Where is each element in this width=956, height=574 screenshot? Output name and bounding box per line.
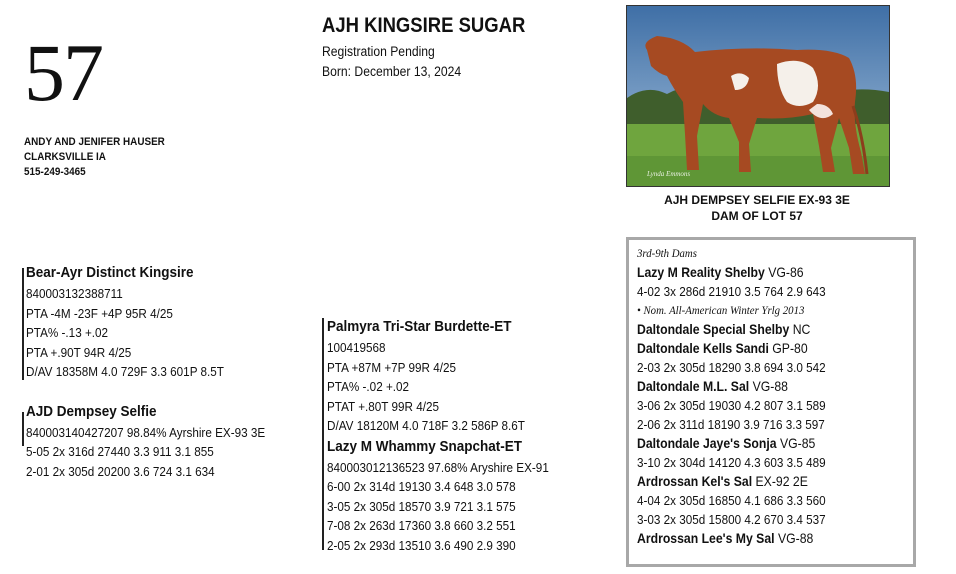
caption-line-1: AJH DEMPSEY SELFIE EX-93 3E <box>664 193 850 207</box>
dam-name: AJD Dempsey Selfie <box>26 402 157 420</box>
mgs-line: D/AV 18120M 4.0 718F 3.2 586P 8.6T <box>327 418 525 433</box>
granddam-name: Lazy M Whammy Snapchat-ET <box>327 437 523 455</box>
dam-record: 3-10 2x 304d 14120 4.3 603 3.5 489 <box>637 455 826 470</box>
caption-line-2: DAM OF LOT 57 <box>711 209 803 223</box>
granddam-line: 2-05 2x 293d 13510 3.6 490 2.9 390 <box>327 537 516 553</box>
registration-status: Registration Pending <box>322 44 435 59</box>
dam-entry: Ardrossan Kel's Sal EX-92 2E <box>637 474 808 489</box>
dams-list <box>637 244 826 548</box>
photo-signature: Lynda Emmons <box>647 170 691 178</box>
dam-record: 3-03 2x 305d 15800 4.2 670 3.4 537 <box>637 512 826 527</box>
animal-name: AJH KINGSIRE SUGAR <box>322 14 526 37</box>
sire-dam-column <box>26 262 265 481</box>
dam-entry: Daltondale Kells Sandi GP-80 <box>637 341 808 356</box>
mgs-line: PTA% -.02 +.02 <box>327 379 410 394</box>
dam-record: 3-06 2x 305d 19030 4.2 807 3.1 589 <box>637 398 826 413</box>
dam-record: 2-06 2x 311d 18190 3.9 716 3.3 597 <box>637 417 825 432</box>
mgs-line: PTA +87M +7P 99R 4/25 <box>327 359 457 375</box>
dam-line: 840003140427207 98.84% Ayrshire EX-93 3E <box>26 424 266 440</box>
granddam-line: 3-05 2x 305d 18570 3.9 721 3.1 575 <box>327 498 516 514</box>
dam-line: 5-05 2x 316d 27440 3.3 911 3.1 855 <box>26 444 214 459</box>
photo-caption <box>626 192 888 224</box>
animal-details <box>322 42 461 82</box>
dam-note: • Nom. All-American Winter Yrlg 2013 <box>637 303 805 317</box>
granddam-line: 7-08 2x 263d 17360 3.8 660 3.2 551 <box>327 518 516 533</box>
dams-box-title: 3rd-9th Dams <box>637 246 697 260</box>
mgs-line: PTAT +.80T 99R 4/25 <box>327 398 439 414</box>
dam-record: 4-02 3x 286d 21910 3.5 764 2.9 643 <box>637 284 826 299</box>
owner-name: ANDY AND JENIFER HAUSER <box>24 136 165 148</box>
sire-line: PTA -4M -23F +4P 95R 4/25 <box>26 305 173 321</box>
owner-info <box>24 135 165 180</box>
mgs-bracket <box>322 318 324 550</box>
sire-line: PTA +.90T 94R 4/25 <box>26 344 132 360</box>
spacer <box>26 382 265 401</box>
mgs-line: 100419568 <box>327 340 386 355</box>
lot-number: 57 <box>24 27 102 118</box>
dam-entry: Ardrossan Lee's My Sal VG-88 <box>637 531 814 546</box>
granddam-line: 840003012136523 97.68% Aryshire EX-91 <box>327 459 549 475</box>
maternal-column <box>327 316 549 555</box>
dam-bracket <box>22 412 24 446</box>
sire-line: D/AV 18358M 4.0 729F 3.3 601P 8.5T <box>26 364 224 379</box>
owner-city: CLARKSVILLE IA <box>24 151 106 163</box>
dam-entry: Daltondale M.L. Sal VG-88 <box>637 379 788 394</box>
dam-entry: Daltondale Jaye's Sonja VG-85 <box>637 436 816 451</box>
sire-name: Bear-Ayr Distinct Kingsire <box>26 264 194 281</box>
cow-photo-illustration <box>627 6 889 186</box>
dam-entry: Lazy M Reality Shelby VG-86 <box>637 265 804 280</box>
dam-photo <box>626 5 890 187</box>
sire-line: 840003132388711 <box>26 286 123 301</box>
dam-line: 2-01 2x 305d 20200 3.6 724 3.1 634 <box>26 463 215 479</box>
dam-entry: Daltondale Special Shelby NC <box>637 322 811 337</box>
sire-line: PTA% -.13 +.02 <box>26 325 109 340</box>
dam-record: 2-03 2x 305d 18290 3.8 694 3.0 542 <box>637 360 826 375</box>
granddam-line: 6-00 2x 314d 19130 3.4 648 3.0 578 <box>327 479 516 494</box>
sire-bracket <box>22 268 24 380</box>
birth-date: Born: December 13, 2024 <box>322 64 462 79</box>
dam-record: 4-04 2x 305d 16850 4.1 686 3.3 560 <box>637 493 826 508</box>
mgs-name: Palmyra Tri-Star Burdette-ET <box>327 318 512 335</box>
owner-phone: 515-249-3465 <box>24 166 86 178</box>
